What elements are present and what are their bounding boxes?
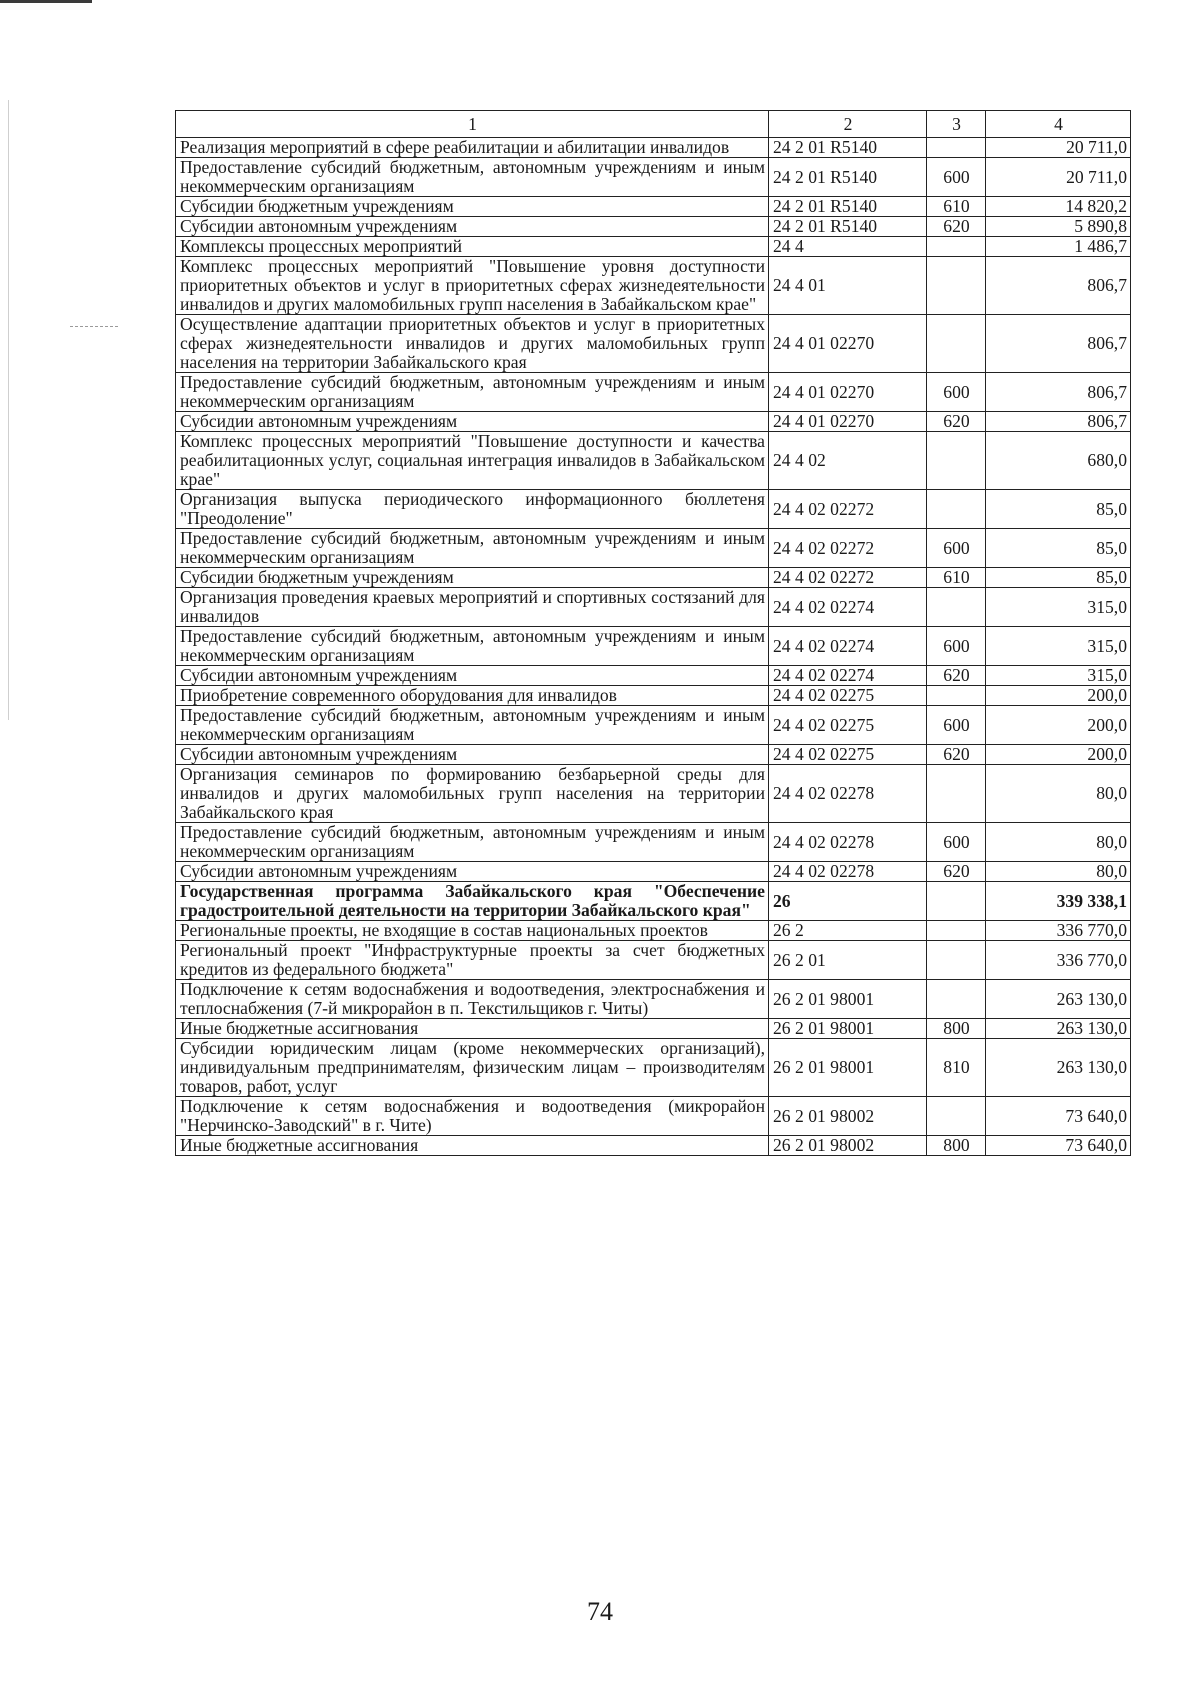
table-row bbox=[176, 706, 1131, 745]
row-type bbox=[927, 765, 986, 823]
row-type: 610 bbox=[927, 197, 986, 217]
row-name: Подключение к сетям водоснабжения и водоотведения (микрорайон "Нерчинско-Заводский" в г. Чите) bbox=[176, 1097, 769, 1136]
row-code: 24 4 01 02270 bbox=[769, 412, 927, 432]
row-name: Субсидии автономным учреждениям bbox=[176, 412, 769, 432]
row-type: 620 bbox=[927, 217, 986, 237]
row-name: Организация выпуска периодического информационного бюллетеня "Преодоление" bbox=[176, 490, 769, 529]
scan-edge-mark bbox=[0, 0, 92, 3]
row-name: Предоставление субсидий бюджетным, автономным учреждениям и иным некоммерческим организациям bbox=[176, 158, 769, 197]
row-sum: 200,0 bbox=[986, 745, 1131, 765]
row-type: 620 bbox=[927, 666, 986, 686]
table-row bbox=[176, 1039, 1131, 1097]
table-row bbox=[176, 158, 1131, 197]
row-type bbox=[927, 490, 986, 529]
row-sum: 806,7 bbox=[986, 257, 1131, 315]
table-row bbox=[176, 666, 1131, 686]
row-sum: 336 770,0 bbox=[986, 921, 1131, 941]
row-code: 24 4 02 bbox=[769, 432, 927, 490]
row-type bbox=[927, 138, 986, 158]
row-code: 24 4 01 02270 bbox=[769, 373, 927, 412]
row-name: Комплексы процессных мероприятий bbox=[176, 237, 769, 257]
row-type: 600 bbox=[927, 627, 986, 666]
table-row bbox=[176, 432, 1131, 490]
row-code: 26 2 01 98002 bbox=[769, 1097, 927, 1136]
row-sum: 263 130,0 bbox=[986, 1019, 1131, 1039]
table-row bbox=[176, 138, 1131, 158]
row-sum: 85,0 bbox=[986, 568, 1131, 588]
row-sum: 680,0 bbox=[986, 432, 1131, 490]
row-type: 600 bbox=[927, 529, 986, 568]
table-row bbox=[176, 237, 1131, 257]
row-type bbox=[927, 237, 986, 257]
table-row bbox=[176, 627, 1131, 666]
row-type bbox=[927, 980, 986, 1019]
row-code: 24 2 01 R5140 bbox=[769, 138, 927, 158]
row-name: Региональный проект "Инфраструктурные проекты за счет бюджетных кредитов из федерального бюджета" bbox=[176, 941, 769, 980]
row-code: 26 2 01 98001 bbox=[769, 980, 927, 1019]
row-type: 600 bbox=[927, 706, 986, 745]
row-code: 24 4 01 02270 bbox=[769, 315, 927, 373]
row-type: 600 bbox=[927, 158, 986, 197]
row-name: Субсидии автономным учреждениям bbox=[176, 666, 769, 686]
row-sum: 80,0 bbox=[986, 862, 1131, 882]
row-name: Осуществление адаптации приоритетных объектов и услуг в приоритетных сферах жизнедеятельности инвалидов и других маломобильных групп населения на территории Забайкальского края bbox=[176, 315, 769, 373]
row-sum: 1 486,7 bbox=[986, 237, 1131, 257]
row-code: 24 4 02 02274 bbox=[769, 666, 927, 686]
row-name: Комплекс процессных мероприятий "Повышение доступности и качества реабилитационных услуг, социальная интеграция инвалидов в Забайкальском крае" bbox=[176, 432, 769, 490]
row-type bbox=[927, 686, 986, 706]
row-sum: 80,0 bbox=[986, 823, 1131, 862]
row-name: Государственная программа Забайкальского края "Обеспечение градостроительной деятельности на территории Забайкальского края" bbox=[176, 882, 769, 921]
row-name: Субсидии бюджетным учреждениям bbox=[176, 197, 769, 217]
table-row bbox=[176, 1097, 1131, 1136]
row-type: 620 bbox=[927, 862, 986, 882]
row-name: Организация проведения краевых мероприятий и спортивных состязаний для инвалидов bbox=[176, 588, 769, 627]
table-row bbox=[176, 490, 1131, 529]
row-name: Субсидии автономным учреждениям bbox=[176, 745, 769, 765]
header-col-2: 2 bbox=[769, 111, 927, 138]
row-sum: 315,0 bbox=[986, 588, 1131, 627]
row-type: 610 bbox=[927, 568, 986, 588]
row-sum: 315,0 bbox=[986, 627, 1131, 666]
table-row bbox=[176, 257, 1131, 315]
row-name: Предоставление субсидий бюджетным, автономным учреждениям и иным некоммерческим организациям bbox=[176, 627, 769, 666]
table-row bbox=[176, 980, 1131, 1019]
table-row bbox=[176, 823, 1131, 862]
table-row bbox=[176, 921, 1131, 941]
row-name: Иные бюджетные ассигнования bbox=[176, 1019, 769, 1039]
scan-edge-line bbox=[8, 100, 9, 720]
row-code: 24 2 01 R5140 bbox=[769, 217, 927, 237]
table-row bbox=[176, 1019, 1131, 1039]
table-row bbox=[176, 862, 1131, 882]
row-sum: 73 640,0 bbox=[986, 1097, 1131, 1136]
row-name: Приобретение современного оборудования для инвалидов bbox=[176, 686, 769, 706]
row-sum: 200,0 bbox=[986, 686, 1131, 706]
table-row bbox=[176, 568, 1131, 588]
row-type bbox=[927, 941, 986, 980]
row-sum: 263 130,0 bbox=[986, 1039, 1131, 1097]
row-name: Субсидии автономным учреждениям bbox=[176, 217, 769, 237]
row-code: 24 4 02 02274 bbox=[769, 588, 927, 627]
row-sum: 73 640,0 bbox=[986, 1136, 1131, 1156]
header-col-3: 3 bbox=[927, 111, 986, 138]
header-col-4: 4 bbox=[986, 111, 1131, 138]
table-header-row bbox=[176, 111, 1131, 138]
row-name: Субсидии автономным учреждениям bbox=[176, 862, 769, 882]
row-code: 24 4 02 02278 bbox=[769, 765, 927, 823]
row-type: 620 bbox=[927, 412, 986, 432]
row-name: Иные бюджетные ассигнования bbox=[176, 1136, 769, 1156]
row-type bbox=[927, 432, 986, 490]
row-type bbox=[927, 921, 986, 941]
row-code: 24 4 bbox=[769, 237, 927, 257]
row-code: 26 2 01 98001 bbox=[769, 1039, 927, 1097]
row-sum: 315,0 bbox=[986, 666, 1131, 686]
budget-table bbox=[175, 110, 1131, 1156]
row-code: 24 2 01 R5140 bbox=[769, 158, 927, 197]
table-row bbox=[176, 412, 1131, 432]
table-row bbox=[176, 941, 1131, 980]
row-sum: 5 890,8 bbox=[986, 217, 1131, 237]
table-row bbox=[176, 529, 1131, 568]
row-name: Субсидии юридическим лицам (кроме некоммерческих организаций), индивидуальным предпринимателям, физическим лицам – производителям товаров, работ, услуг bbox=[176, 1039, 769, 1097]
table-row bbox=[176, 197, 1131, 217]
row-type bbox=[927, 882, 986, 921]
row-type bbox=[927, 315, 986, 373]
table-row bbox=[176, 217, 1131, 237]
row-code: 26 2 bbox=[769, 921, 927, 941]
table-row bbox=[176, 686, 1131, 706]
row-name: Подключение к сетям водоснабжения и водоотведения, электроснабжения и теплоснабжения (7-й микрорайон в п. Текстильщиков г. Читы) bbox=[176, 980, 769, 1019]
row-name: Реализация мероприятий в сфере реабилитации и абилитации инвалидов bbox=[176, 138, 769, 158]
row-code: 24 4 02 02275 bbox=[769, 686, 927, 706]
row-sum: 806,7 bbox=[986, 315, 1131, 373]
row-name: Предоставление субсидий бюджетным, автономным учреждениям и иным некоммерческим организациям bbox=[176, 706, 769, 745]
row-name: Комплекс процессных мероприятий "Повышение уровня доступности приоритетных объектов и услуг в приоритетных сферах жизнедеятельности инвалидов и других маломобильных групп населения в Забайкальском крае" bbox=[176, 257, 769, 315]
row-code: 26 2 01 98001 bbox=[769, 1019, 927, 1039]
table-row bbox=[176, 882, 1131, 921]
table-row bbox=[176, 765, 1131, 823]
row-code: 24 4 02 02272 bbox=[769, 568, 927, 588]
header-col-1: 1 bbox=[176, 111, 769, 138]
row-code: 24 4 01 bbox=[769, 257, 927, 315]
row-type: 600 bbox=[927, 373, 986, 412]
row-code: 24 4 02 02275 bbox=[769, 706, 927, 745]
row-type: 620 bbox=[927, 745, 986, 765]
row-sum: 85,0 bbox=[986, 490, 1131, 529]
row-type bbox=[927, 588, 986, 627]
row-code: 24 2 01 R5140 bbox=[769, 197, 927, 217]
row-code: 24 4 02 02272 bbox=[769, 490, 927, 529]
table-row bbox=[176, 745, 1131, 765]
row-code: 24 4 02 02278 bbox=[769, 862, 927, 882]
row-sum: 263 130,0 bbox=[986, 980, 1131, 1019]
row-code: 26 2 01 98002 bbox=[769, 1136, 927, 1156]
row-code: 26 2 01 bbox=[769, 941, 927, 980]
table-row bbox=[176, 1136, 1131, 1156]
row-sum: 806,7 bbox=[986, 373, 1131, 412]
row-sum: 806,7 bbox=[986, 412, 1131, 432]
row-sum: 200,0 bbox=[986, 706, 1131, 745]
row-sum: 336 770,0 bbox=[986, 941, 1131, 980]
row-name: Предоставление субсидий бюджетным, автономным учреждениям и иным некоммерческим организациям bbox=[176, 529, 769, 568]
row-name: Организация семинаров по формированию безбарьерной среды для инвалидов и других маломобильных групп населения на территории Забайкальского края bbox=[176, 765, 769, 823]
scan-artifact bbox=[70, 326, 118, 327]
row-sum: 339 338,1 bbox=[986, 882, 1131, 921]
row-code: 24 4 02 02272 bbox=[769, 529, 927, 568]
row-type: 800 bbox=[927, 1019, 986, 1039]
row-name: Предоставление субсидий бюджетным, автономным учреждениям и иным некоммерческим организациям bbox=[176, 373, 769, 412]
row-type: 600 bbox=[927, 823, 986, 862]
row-name: Субсидии бюджетным учреждениям bbox=[176, 568, 769, 588]
row-sum: 80,0 bbox=[986, 765, 1131, 823]
row-type: 810 bbox=[927, 1039, 986, 1097]
row-code: 24 4 02 02278 bbox=[769, 823, 927, 862]
row-sum: 14 820,2 bbox=[986, 197, 1131, 217]
table-row bbox=[176, 315, 1131, 373]
table-row bbox=[176, 373, 1131, 412]
row-sum: 20 711,0 bbox=[986, 158, 1131, 197]
row-sum: 20 711,0 bbox=[986, 138, 1131, 158]
row-code: 24 4 02 02274 bbox=[769, 627, 927, 666]
row-name: Предоставление субсидий бюджетным, автономным учреждениям и иным некоммерческим организациям bbox=[176, 823, 769, 862]
page-number: 74 bbox=[587, 1597, 613, 1626]
row-name: Региональные проекты, не входящие в состав национальных проектов bbox=[176, 921, 769, 941]
row-type bbox=[927, 257, 986, 315]
row-sum: 85,0 bbox=[986, 529, 1131, 568]
row-code: 26 bbox=[769, 882, 927, 921]
row-code: 24 4 02 02275 bbox=[769, 745, 927, 765]
row-type: 800 bbox=[927, 1136, 986, 1156]
row-type bbox=[927, 1097, 986, 1136]
table-row bbox=[176, 588, 1131, 627]
